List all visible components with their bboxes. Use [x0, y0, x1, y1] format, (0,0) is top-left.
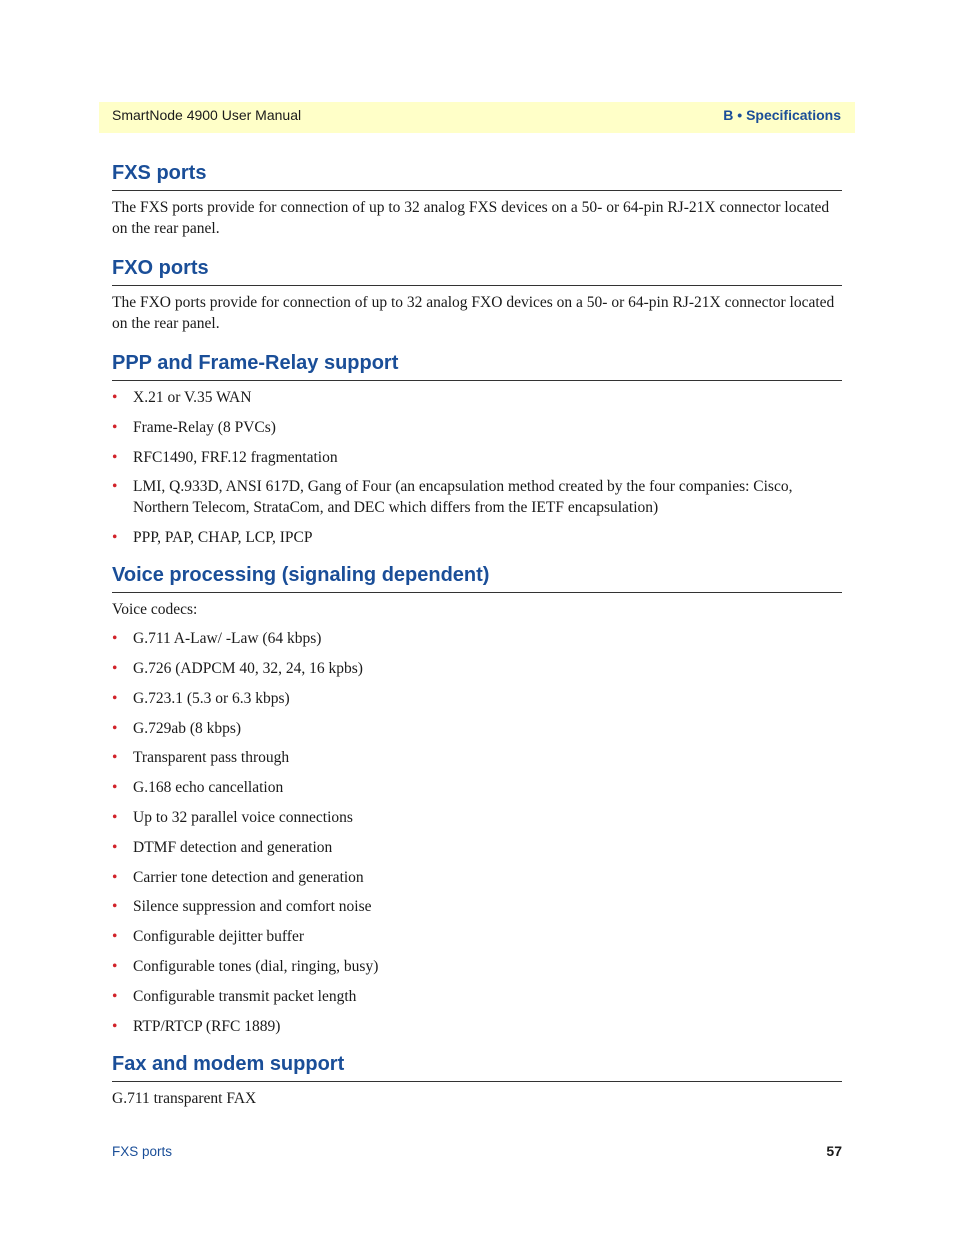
- list-item-text: DTMF detection and generation: [133, 838, 333, 856]
- bullet-icon: •: [112, 719, 118, 737]
- section-paragraph: The FXS ports provide for connection of up to 32 analog FXS devices on a 50- or 64-pin RJ-21X connector located on the rear panel.: [112, 199, 830, 237]
- bullet-icon: •: [112, 779, 118, 797]
- list-item: [112, 777, 842, 798]
- list-item-text: LMI, Q.933D, ANSI 617D, Gang of Four (an encapsulation method created by the four companies: Cisco, Northern Telecom, StrataCom, and DEC which differs from the IETF encapsulation): [133, 478, 793, 517]
- list-item: [112, 688, 842, 709]
- section-heading: Voice processing (signaling dependent): [112, 560, 842, 593]
- bullet-icon: •: [112, 928, 118, 946]
- list-item: [112, 1016, 842, 1037]
- list-item: [112, 867, 842, 888]
- section-fxo-ports: [112, 253, 842, 334]
- list-item-text: Configurable tones (dial, ringing, busy): [133, 957, 379, 975]
- list-item: [112, 747, 842, 768]
- list-item-text: G.723.1 (5.3 or 6.3 kbps): [133, 689, 290, 707]
- list-item-text: X.21 or V.35 WAN: [133, 389, 252, 406]
- bullet-icon: •: [112, 659, 118, 677]
- bullet-icon: •: [112, 1017, 118, 1035]
- list-item-text: Configurable transmit packet length: [133, 987, 357, 1005]
- bullet-icon: •: [112, 808, 118, 826]
- footer-section-name: FXS ports: [112, 1144, 173, 1159]
- bullet-icon: •: [112, 418, 118, 436]
- list-item-text: RFC1490, FRF.12 fragmentation: [133, 448, 338, 466]
- bullet-icon: •: [112, 838, 118, 856]
- bullet-list: [112, 387, 842, 548]
- bullet-icon: •: [112, 448, 118, 466]
- list-item: [112, 986, 842, 1007]
- list-item-text: Up to 32 parallel voice connections: [133, 808, 353, 826]
- section-heading: Fax and modem support: [112, 1049, 842, 1082]
- page-number: 57: [826, 1143, 842, 1159]
- bullet-icon: •: [112, 868, 118, 886]
- list-item-text: Carrier tone detection and generation: [133, 868, 364, 886]
- section-voice-processing: [112, 560, 842, 1036]
- list-item: [112, 718, 842, 739]
- list-item: [112, 956, 842, 977]
- bullet-icon: •: [112, 630, 118, 648]
- bullet-list: [112, 628, 842, 1036]
- list-item-text: Configurable dejitter buffer: [133, 928, 305, 946]
- list-item-text: Transparent pass through: [133, 749, 290, 767]
- header-manual-title: SmartNode 4900 User Manual: [112, 107, 302, 123]
- list-item: [112, 807, 842, 828]
- section-paragraph: The FXO ports provide for connection of up to 32 analog FXO devices on a 50- or 64-pin RJ-21X connector located on the rear panel.: [112, 294, 835, 332]
- bullet-icon: •: [112, 749, 118, 767]
- list-item-text: PPP, PAP, CHAP, LCP, IPCP: [133, 529, 313, 547]
- list-item-text: G.711 A-Law/ -Law (64 kbps): [133, 630, 322, 648]
- section-ppp-frame-relay: [112, 348, 842, 548]
- bullet-icon: •: [112, 529, 118, 547]
- list-item: [112, 926, 842, 947]
- list-item-text: G.729ab (8 kbps): [133, 719, 242, 737]
- bullet-icon: •: [112, 389, 118, 406]
- bullet-icon: •: [112, 957, 118, 975]
- list-item: [112, 658, 842, 679]
- list-item-text: Frame-Relay (8 PVCs): [133, 418, 276, 436]
- list-item-text: Silence suppression and comfort noise: [133, 898, 372, 916]
- bullet-icon: •: [112, 987, 118, 1005]
- running-header: [99, 102, 855, 133]
- bullet-icon: •: [112, 689, 118, 707]
- section-fxs-ports: [112, 158, 842, 239]
- list-item-text: G.726 (ADPCM 40, 32, 24, 16 kpbs): [133, 659, 363, 677]
- page-content: [112, 158, 842, 1123]
- list-item: [112, 387, 842, 408]
- list-item: [112, 527, 842, 548]
- bullet-icon: •: [112, 898, 118, 916]
- list-item: [112, 896, 842, 917]
- section-fax-modem: [112, 1049, 842, 1109]
- section-heading: PPP and Frame-Relay support: [112, 348, 842, 381]
- list-item: [112, 476, 842, 518]
- list-item: [112, 417, 842, 438]
- list-item: [112, 628, 842, 649]
- list-item: [112, 447, 842, 468]
- header-chapter: B • Specifications: [723, 107, 841, 123]
- list-item-text: RTP/RTCP (RFC 1889): [133, 1017, 281, 1035]
- section-heading: FXS ports: [112, 158, 842, 191]
- list-item: [112, 837, 842, 858]
- section-intro: Voice codecs:: [112, 601, 198, 619]
- section-paragraph: G.711 transparent FAX: [112, 1089, 257, 1107]
- list-item-text: G.168 echo cancellation: [133, 779, 284, 797]
- section-heading: FXO ports: [112, 253, 842, 286]
- bullet-icon: •: [112, 478, 118, 496]
